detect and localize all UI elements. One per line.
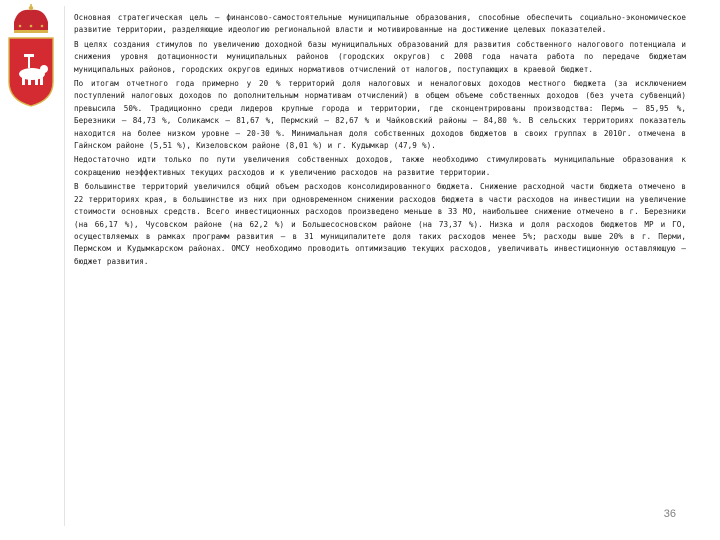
page-number: 36 [663,508,676,520]
paragraph-budget-expenditures: В большинстве территорий увеличился общий объем расходов консолидированного бюджета. Снижение расходной части бюджета отмечено в 22 территориях края, в большинстве из них при одновременном снижении расходов бюджета в части расходов на инвестиции на увеличение стоимости основных средств. Всего инвестиционных расходов произведено меньше в 33 МО, наибольшее снижение отмечено в г. Березники (на 66,17 %), Чусовском районе (на 62,2 %) и Большесосновском районе (на 73,37 %). Низка и доля расходов бюджетов МР и ГО, осуществляемых в рамках программ развития – в 31 муниципалитете доля таких расходов менее 5%; расходы выше 20% в г. Перми, Пермском и Кудымкарском районах. ОМСУ необходимо проводить оптимизацию текущих расходов, увеличивать инвестиционную оставляющую – бюджет развития. [74,182,686,266]
paragraph-reporting-results: По итогам отчетного года примерно у 20 % территорий доля налоговых и неналоговых доходов местного бюджета (за исключением поступлений налоговых доходов по дополнительным нормативам отчислений) в общем объеме собственных доходов (без учета субвенций) превысила 50%. Традиционно среди лидеров крупные города и территории, где сконцентрированы производства: Пермь – 85,95 %, Березники – 84,73 %, Соликамск – 81,67 %, Пермский – 82,67 % и Чайковский районы – 84,80 %. В сельских территориях показатель находится на более низком уровне – 20-30 %. Минимальная доля собственных доходов бюджетов в своих группах в 2010г. отмечена в Гайнском районе (5,51 %), Кизеловском районе (8,01 %) и г. Кудымкар (47,9 %). [74,79,686,151]
perm-krai-coat-of-arms-icon [6,4,56,108]
paragraph-expense-reduction: Недостаточно идти только по пути увеличения собственных доходов, также необходимо стимулировать муниципальные образования к сокращению неэффективных текущих расходов и к увеличению расходов на развитие территории. [74,155,686,177]
left-sidebar [0,0,60,540]
paragraph-tax-incentives: В целях создания стимулов по увеличению доходной базы муниципальных образований для развития собственного налогового потенциала и снижения уровня дотационности муниципальных районов (городских округов) с 2008 года начата работа по передаче бюджетам муниципальных районов, городских округов единых нормативов отчислений от налогов, поступающих в краевой бюджет. [74,39,686,74]
document-body [74,12,686,270]
page-divider [64,6,65,526]
crown-icon [14,4,48,33]
paragraph-strategic-goal: Основная стратегическая цель – финансово-самостоятельные муниципальные образования, способные обеспечить социально-экономическое развитие территории, разделяющие идеологию региональной власти и мотивированные на достижение целевых показателей. [74,13,686,35]
